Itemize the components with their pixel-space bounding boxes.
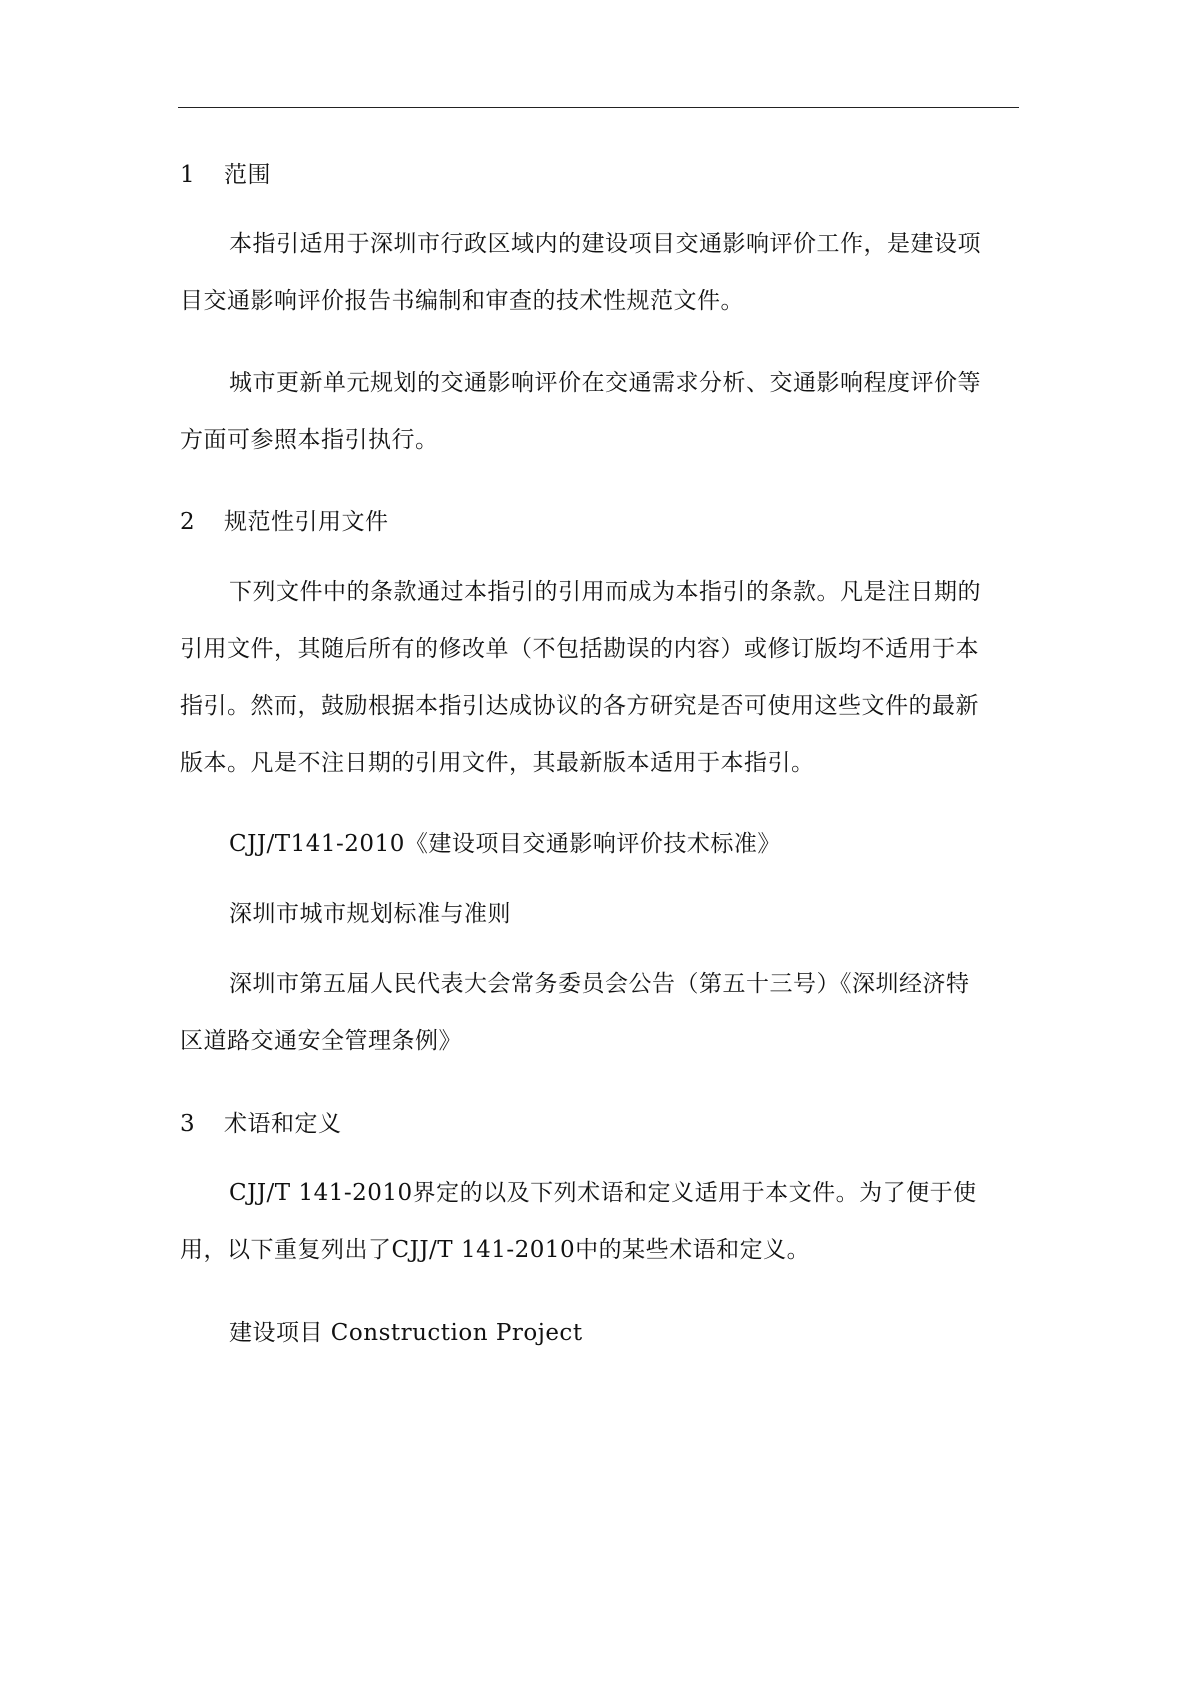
section-number: 2	[180, 509, 196, 535]
paragraph-urban-renewal	[180, 355, 1020, 469]
section-title: 规范性引用文件	[224, 509, 389, 535]
paragraph-line: CJJ/T 141-2010界定的以及下列术语和定义适用于本文件。为了便于使	[229, 1180, 977, 1206]
reference-item: 深圳市城市规划标准与准则	[229, 901, 511, 927]
section-1-heading	[180, 147, 1020, 204]
paragraph-line: 指引。然而，鼓励根据本指引达成协议的各方研究是否可使用这些文件的最新	[180, 693, 979, 719]
paragraph-line: 区道路交通安全管理条例》	[180, 1028, 462, 1054]
section-2-heading	[180, 494, 1020, 551]
section-number: 1	[180, 162, 196, 188]
section-title: 术语和定义	[224, 1111, 342, 1137]
term-item: 建设项目 Construction Project	[229, 1320, 583, 1346]
section-title: 范围	[224, 162, 271, 188]
paragraph-line: 引用文件，其随后所有的修改单（不包括勘误的内容）或修订版均不适用于本	[180, 636, 979, 662]
paragraph-terms	[180, 1165, 1020, 1279]
paragraph-line: 目交通影响评价报告书编制和审查的技术性规范文件。	[180, 288, 744, 314]
paragraph-scope	[180, 216, 1020, 330]
paragraph-line: 用，以下重复列出了CJJ/T 141-2010中的某些术语和定义。	[180, 1237, 811, 1263]
paragraph-line: 深圳市第五届人民代表大会常务委员会公告（第五十三号）《深圳经济特	[229, 971, 970, 997]
paragraph-line: 城市更新单元规划的交通影响评价在交通需求分析、交通影响程度评价等	[229, 370, 981, 396]
section-number: 3	[180, 1111, 196, 1137]
paragraph-line: 方面可参照本指引执行。	[180, 427, 439, 453]
reference-item: CJJ/T141-2010《建设项目交通影响评价技术标准》	[229, 831, 781, 857]
reference-paragraph	[180, 956, 1020, 1070]
paragraph-line: 本指引适用于深圳市行政区域内的建设项目交通影响评价工作，是建设项	[229, 231, 981, 257]
paragraph-line: 版本。凡是不注日期的引用文件，其最新版本适用于本指引。	[180, 750, 815, 776]
paragraph-line: 下列文件中的条款通过本指引的引用而成为本指引的条款。凡是注日期的	[229, 579, 981, 605]
section-3-heading	[180, 1096, 1020, 1153]
header-rule	[178, 107, 1019, 108]
paragraph-normative-refs	[180, 564, 1020, 792]
